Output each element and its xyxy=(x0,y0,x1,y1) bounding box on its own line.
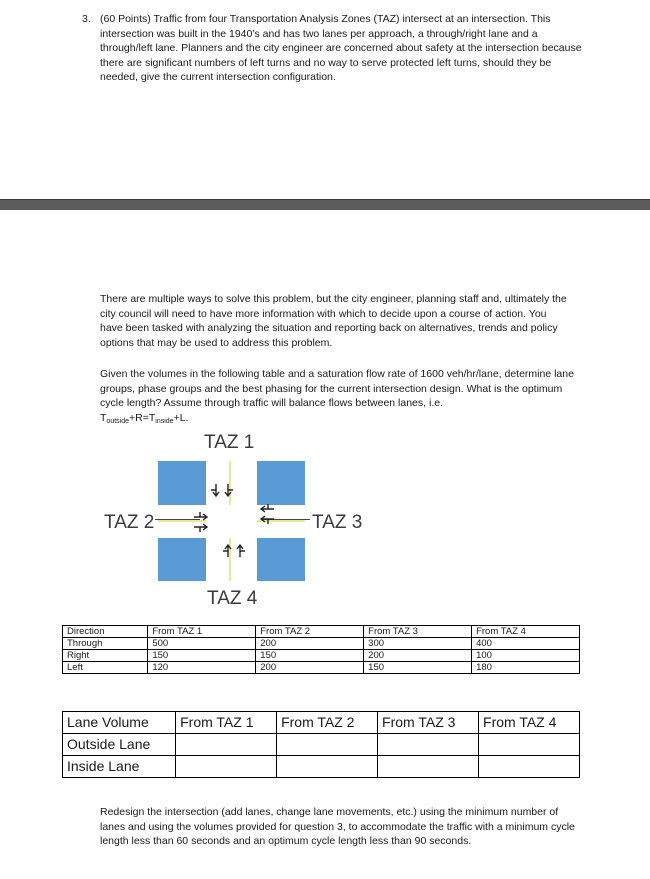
table-cell-blank xyxy=(277,734,378,756)
paragraph-redesign: Redesign the intersection (add lanes, change lane movements, etc.) using the minimum number of lanes and using the volumes provided for question 3, to accommodate the traffic with a minimum cycle length less than 60 seconds and an optimum cycle length less than 90 seconds. xyxy=(100,806,575,848)
table-cell-blank xyxy=(176,756,277,778)
table-cell-blank xyxy=(378,734,479,756)
table-cell-blank xyxy=(176,734,277,756)
table-cell-blank xyxy=(479,734,580,756)
question-text: (60 Points) Traffic from four Transportation Analysis Zones (TAZ) intersect at an intersection. This intersection was built in the 1940’s and has two lanes per approach, a through/right lane and a through/left lane. Planners and the city engineer are concerned about safety at the intersection because there are significant numbers of left turns and no way to serve protected left turns, should they be needed, give the current intersection configuration. xyxy=(100,13,582,84)
table-row: Through 500 200 300 400 xyxy=(63,638,580,650)
east-approach-arrows-icon xyxy=(258,503,276,525)
taz4-label: TAZ 4 xyxy=(207,588,258,609)
volume-table xyxy=(62,625,580,674)
south-approach-arrows-icon xyxy=(222,541,252,559)
lane-volume-table xyxy=(62,711,580,778)
question-number: 3. xyxy=(82,13,91,25)
taz3-label: TAZ 3 xyxy=(312,512,363,533)
block-nw xyxy=(158,461,206,505)
table-row: Right 150 150 200 100 xyxy=(63,650,580,662)
west-approach-arrows-icon xyxy=(192,511,210,533)
table-cell-blank xyxy=(378,756,479,778)
block-se xyxy=(257,538,305,581)
volume-table-header: Direction From TAZ 1 From TAZ 2 From TAZ 3 From TAZ 4 xyxy=(63,626,580,638)
table-row: Left 120 200 150 180 xyxy=(63,662,580,674)
taz1-label: TAZ 1 xyxy=(204,432,255,453)
paragraph-instructions xyxy=(100,367,580,429)
balance-formula: $T_{outside}+R=T_{inside}+L$. xyxy=(100,411,189,425)
paragraph-context: There are multiple ways to solve this problem, but the city engineer, planning staff and, ultimately the city council will need to have more information with which to decide upon a course of action. You have been tasked with analyzing the situation and reporting back on alternatives, trends and policy options that may be used to address this problem. xyxy=(100,293,567,349)
table-cell-blank xyxy=(479,756,580,778)
question-3 xyxy=(82,12,582,85)
lane-table-header: Lane Volume From TAZ 1 From TAZ 2 From TAZ 3 From TAZ 4 xyxy=(63,712,580,734)
north-approach-arrows-icon xyxy=(210,482,240,500)
table-cell-blank xyxy=(277,756,378,778)
taz2-label: TAZ 2 xyxy=(104,512,155,533)
block-ne xyxy=(257,461,305,505)
table-row: Inside Lane xyxy=(63,756,580,778)
page-divider xyxy=(0,199,650,210)
block-sw xyxy=(158,538,206,581)
instructions-text: Given the volumes in the following table and a saturation flow rate of 1600 veh/hr/lane, determine lane groups, phase groups and the best phasing for the current intersection design. What is the optimum cycle length? Assume through traffic will balance flows between lanes, i.e. xyxy=(100,368,574,410)
table-row: Outside Lane xyxy=(63,734,580,756)
